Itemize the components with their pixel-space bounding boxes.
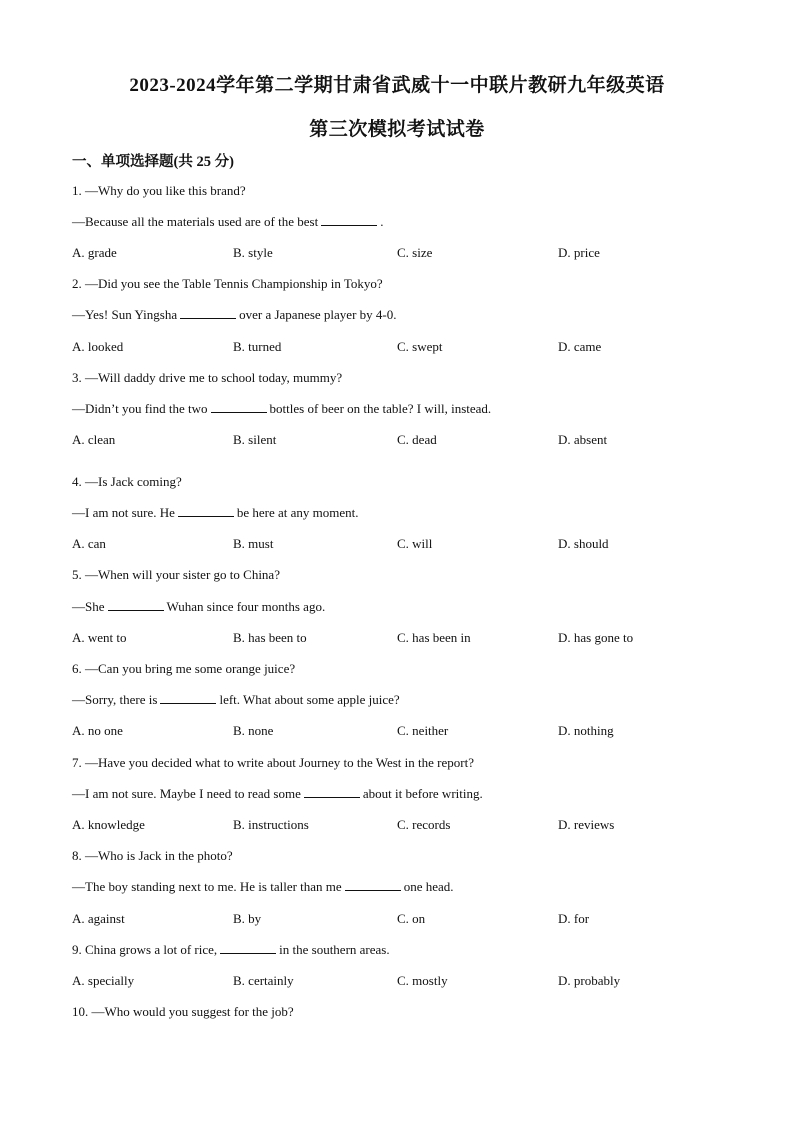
answer-text: over a Japanese player by 4-0.: [239, 307, 397, 322]
option-a: A. against: [72, 911, 125, 926]
answer-blank: [211, 401, 267, 413]
answer-text: about it before writing.: [362, 786, 483, 801]
option-a: A. no one: [72, 723, 123, 738]
option-a: A. specially: [72, 973, 135, 988]
option-b: B. has been to: [233, 630, 307, 645]
answer-text: —She: [72, 599, 105, 614]
option-d: D. probably: [558, 973, 621, 988]
option-c: C. size: [397, 245, 433, 260]
answer-text: bottles of beer on the table? I will, instead.: [269, 401, 492, 416]
option-a: A. grade: [72, 245, 117, 260]
question-8: 8. —Who is Jack in the photo?: [72, 848, 233, 863]
answer-text: one head.: [403, 879, 454, 894]
section-heading: 一、单项选择题(共 25 分): [72, 154, 234, 170]
option-c: C. neither: [397, 723, 449, 738]
option-a: A. went to: [72, 630, 127, 645]
option-c: C. on: [397, 911, 426, 926]
question-9: [72, 942, 390, 958]
option-b: B. none: [233, 723, 274, 738]
question-text: 9. China grows a lot of rice,: [72, 942, 218, 957]
option-d: D. nothing: [558, 723, 614, 738]
option-c: C. will: [397, 536, 433, 551]
answer-text: —Didn’t you find the two: [72, 401, 208, 416]
option-d: D. absent: [558, 432, 608, 447]
question-7: 7. —Have you decided what to write about Journey to the West in the report?: [72, 755, 474, 770]
answer-line-5: [72, 599, 325, 615]
answer-text: Wuhan since four months ago.: [166, 599, 326, 614]
option-b: B. must: [233, 536, 274, 551]
option-d: D. should: [558, 536, 609, 551]
option-c: C. has been in: [397, 630, 471, 645]
answer-line-3: [72, 401, 491, 417]
answer-text: left. What about some apple juice?: [219, 692, 400, 707]
answer-line-8: [72, 879, 454, 895]
options-row-5: [72, 630, 732, 648]
question-2: 2. —Did you see the Table Tennis Championship in Tokyo?: [72, 276, 383, 291]
answer-text: be here at any moment.: [236, 505, 359, 520]
options-row-7: [72, 817, 732, 835]
option-b: B. instructions: [233, 817, 309, 832]
question-3: 3. —Will daddy drive me to school today, mummy?: [72, 370, 343, 385]
answer-blank: [108, 599, 164, 611]
option-d: D. for: [558, 911, 590, 926]
option-b: B. style: [233, 245, 273, 260]
option-c: C. records: [397, 817, 451, 832]
answer-blank: [321, 214, 377, 226]
options-row-6: [72, 723, 732, 741]
option-b: B. turned: [233, 339, 282, 354]
answer-line-6: [72, 692, 400, 708]
answer-line-4: [72, 505, 359, 521]
option-d: D. reviews: [558, 817, 615, 832]
answer-text: —Yes! Sun Yingsha: [72, 307, 178, 322]
option-c: C. dead: [397, 432, 437, 447]
question-5: 5. —When will your sister go to China?: [72, 567, 280, 582]
question-text: in the southern areas.: [279, 942, 390, 957]
answer-blank: [345, 879, 401, 891]
option-c: C. mostly: [397, 973, 448, 988]
options-row-9: [72, 973, 732, 991]
option-d: D. has gone to: [558, 630, 634, 645]
answer-text: —I am not sure. He: [72, 505, 175, 520]
option-a: A. clean: [72, 432, 116, 447]
answer-text: —Sorry, there is: [72, 692, 158, 707]
answer-text: .: [380, 214, 384, 229]
question-10: 10. —Who would you suggest for the job?: [72, 1004, 294, 1019]
answer-blank: [160, 692, 216, 704]
options-row-3: [72, 432, 732, 450]
options-row-4: [72, 536, 732, 554]
option-d: D. came: [558, 339, 602, 354]
answer-blank: [180, 307, 236, 319]
option-a: A. can: [72, 536, 106, 551]
option-b: B. silent: [233, 432, 277, 447]
option-d: D. price: [558, 245, 600, 260]
answer-blank: [304, 786, 360, 798]
answer-blank: [178, 505, 234, 517]
question-blank: [220, 942, 276, 954]
option-a: A. looked: [72, 339, 124, 354]
answer-text: —The boy standing next to me. He is taller than me: [72, 879, 342, 894]
options-row-1: [72, 245, 732, 263]
answer-text: —I am not sure. Maybe I need to read some: [72, 786, 301, 801]
question-4: 4. —Is Jack coming?: [72, 474, 182, 489]
options-row-2: [72, 339, 732, 357]
answer-line-2: [72, 307, 397, 323]
answer-line-1: [72, 214, 383, 230]
option-c: C. swept: [397, 339, 443, 354]
option-b: B. certainly: [233, 973, 294, 988]
answer-text: —Because all the materials used are of the best: [72, 214, 319, 229]
exam-title-line2: 第三次模拟考试试卷: [309, 119, 485, 140]
options-row-8: [72, 911, 732, 929]
answer-line-7: [72, 786, 483, 802]
question-6: 6. —Can you bring me some orange juice?: [72, 661, 296, 676]
option-a: A. knowledge: [72, 817, 145, 832]
option-b: B. by: [233, 911, 262, 926]
exam-title-line1: 2023-2024学年第二学期甘肃省武威十一中联片教研九年级英语: [129, 75, 665, 96]
question-1: 1. —Why do you like this brand?: [72, 183, 246, 198]
